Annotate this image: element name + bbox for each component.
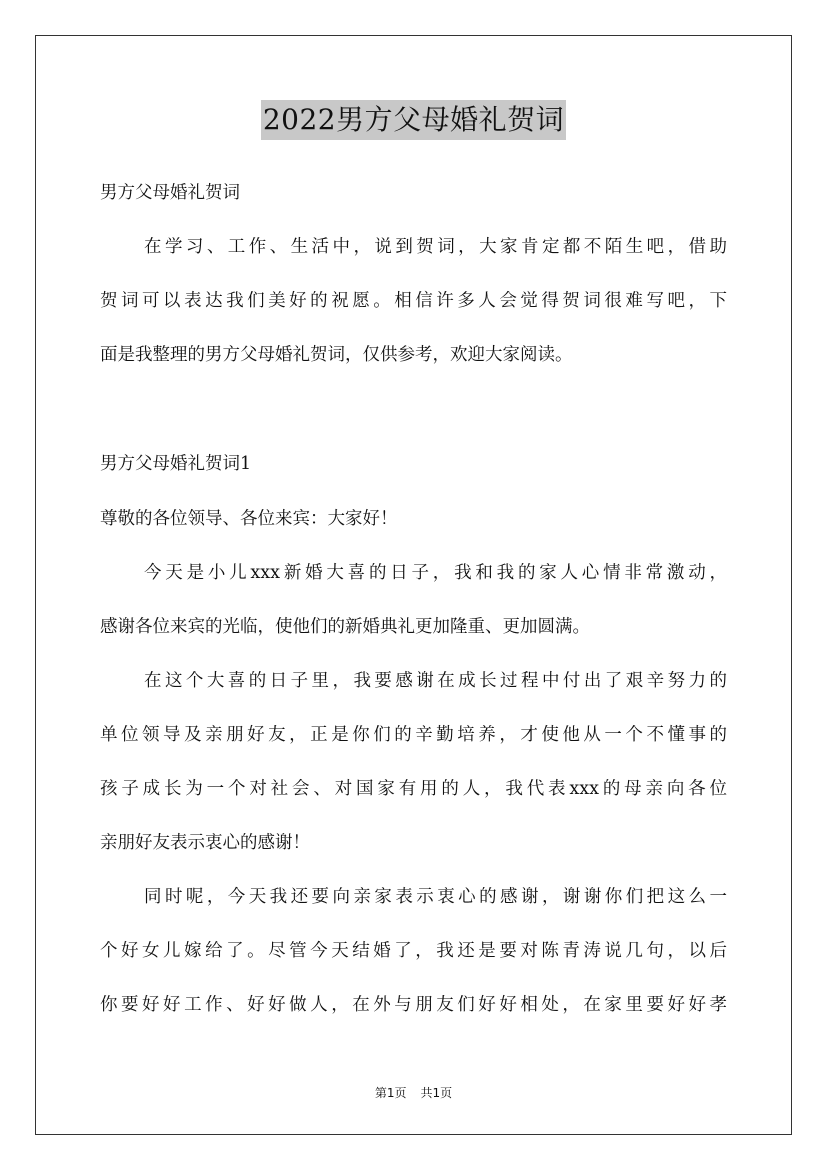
paragraph-line: 亲朋好友表示衷心的感谢！ — [100, 833, 310, 853]
title-container — [0, 100, 827, 140]
paragraph-line: 感谢各位来宾的光临，使他们的新婚典礼更加隆重、更加圆满。 — [100, 617, 590, 637]
subtitle: 男方父母婚礼贺词 — [100, 183, 240, 203]
section-heading: 男方父母婚礼贺词1 — [100, 454, 252, 474]
intro-line: 面是我整理的男方父母婚礼贺词，仅供参考，欢迎大家阅读。 — [100, 345, 573, 365]
paragraph-line: 在这个大喜的日子里，我要感谢在成长过程中付出了艰辛努力的 — [144, 671, 727, 691]
intro-line: 在学习、工作、生活中，说到贺词，大家肯定都不陌生吧，借助 — [144, 237, 727, 257]
paragraph-line: 今天是小儿xxx新婚大喜的日子，我和我的家人心情非常激动， — [144, 563, 727, 583]
page-number-total: 共1页 — [420, 1086, 453, 1100]
paragraph-line: 单位领导及亲朋好友，正是你们的辛勤培养，才使他从一个不懂事的 — [100, 725, 727, 745]
paragraph-line: 同时呢，今天我还要向亲家表示衷心的感谢，谢谢你们把这么一 — [144, 887, 727, 907]
document-title: 2022男方父母婚礼贺词 — [261, 100, 566, 140]
paragraph-line: 孩子成长为一个对社会、对国家有用的人，我代表xxx的母亲向各位 — [100, 779, 727, 799]
page-footer — [0, 1084, 827, 1101]
intro-line: 贺词可以表达我们美好的祝愿。相信许多人会觉得贺词很难写吧，下 — [100, 291, 727, 311]
paragraph-line: 个好女儿嫁给了。尽管今天结婚了，我还是要对陈青涛说几句，以后 — [100, 941, 727, 961]
page-number-current: 第1页 — [374, 1086, 407, 1100]
paragraph-line: 你要好好工作、好好做人，在外与朋友们好好相处，在家里要好好孝 — [100, 995, 727, 1015]
greeting: 尊敬的各位领导、各位来宾：大家好！ — [100, 509, 398, 529]
